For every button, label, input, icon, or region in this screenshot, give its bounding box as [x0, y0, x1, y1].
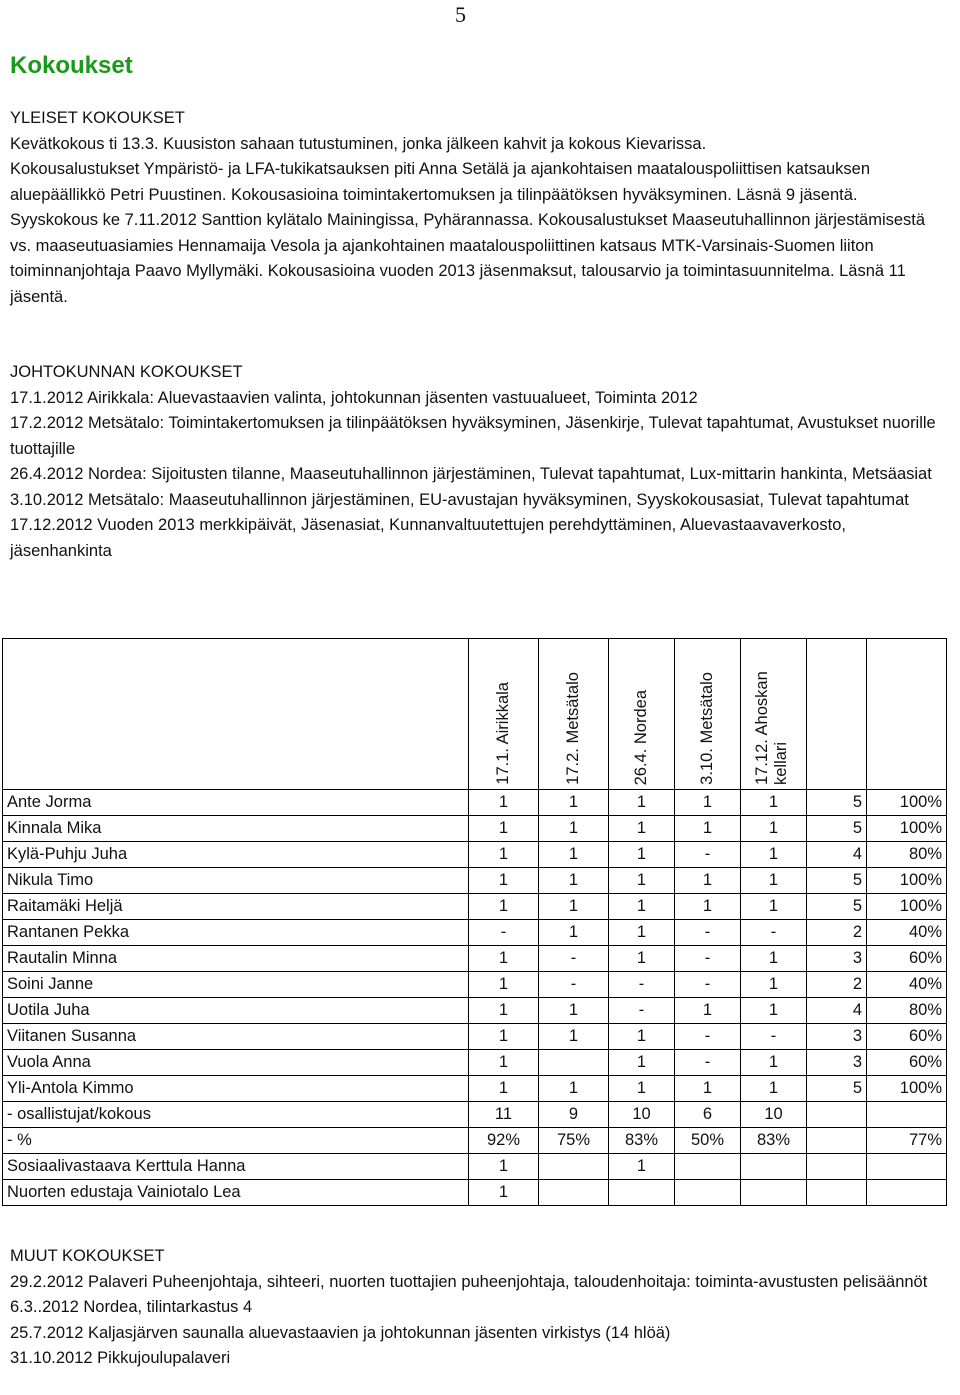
attendance-cell: 11 — [469, 1102, 539, 1128]
attendance-body — [3, 790, 947, 1206]
attendance-cell: 1 — [539, 790, 609, 816]
attendance-cell: 1 — [469, 1050, 539, 1076]
percent-cell: 40% — [867, 920, 947, 946]
attendance-cell: 83% — [609, 1128, 675, 1154]
attendance-cell: 1 — [741, 972, 807, 998]
attendance-header-row — [3, 639, 947, 790]
member-name-cell: Rautalin Minna — [3, 946, 469, 972]
attendance-cell — [741, 1180, 807, 1206]
member-name-cell: Ante Jorma — [3, 790, 469, 816]
percent-cell: 80% — [867, 842, 947, 868]
table-row — [3, 894, 947, 920]
section-title-board: JOHTOKUNNAN KOKOUKSET — [10, 363, 243, 381]
header-empty-cell — [807, 639, 867, 790]
total-cell: 5 — [807, 894, 867, 920]
attendance-cell: 1 — [539, 1076, 609, 1102]
attendance-cell: 1 — [675, 998, 741, 1024]
percent-cell: 100% — [867, 1076, 947, 1102]
attendance-cell: - — [469, 920, 539, 946]
attendance-cell: 10 — [609, 1102, 675, 1128]
spring-meeting-details: Kokousalustukset Ympäristö- ja LFA-tukikatsauksen piti Anna Setälä ja ajankohtaisen maatalouspoliittisen katsauksen aluepäällikkö Petri Puustinen. Kokousasioina toimintakertomuksen ja tilinpäätöksen hyväksyminen. Läsnä 9 jäsentä. — [10, 160, 871, 204]
percent-cell: 100% — [867, 894, 947, 920]
attendance-cell: 1 — [469, 972, 539, 998]
board-meeting-item: 17.2.2012 Metsätalo: Toimintakertomuksen ja tilinpäätöksen hyväksyminen, Jäsenkirje, Tulevat tapahtumat, Avustukset nuorille tuottajille — [10, 414, 936, 458]
attendance-cell: 1 — [469, 894, 539, 920]
attendance-cell: - — [539, 946, 609, 972]
column-header: 17.12. Ahoskan kellari — [741, 639, 807, 790]
attendance-cell: 1 — [469, 816, 539, 842]
attendance-cell — [609, 1180, 675, 1206]
board-meeting-item: 17.12.2012 Vuoden 2013 merkkipäivät, Jäsenasiat, Kunnanvaltuutettujen perehdyttäminen, Aluevastaavaverkosto, jäsenhankinta — [10, 516, 846, 560]
percent-cell: 100% — [867, 816, 947, 842]
attendance-cell: 1 — [539, 868, 609, 894]
attendance-cell: 1 — [675, 790, 741, 816]
table-row — [3, 1180, 947, 1206]
attendance-cell: 1 — [539, 816, 609, 842]
total-cell — [807, 1102, 867, 1128]
attendance-cell — [675, 1180, 741, 1206]
member-name-cell: - % — [3, 1128, 469, 1154]
attendance-cell: 1 — [609, 946, 675, 972]
table-row — [3, 972, 947, 998]
attendance-cell: 50% — [675, 1128, 741, 1154]
other-meeting-item: 29.2.2012 Palaveri Puheenjohtaja, sihteeri, nuorten tuottajien puheenjohtaja, taloudenhoitaja: toiminta-avustusten pelisäännöt — [10, 1272, 928, 1291]
attendance-cell: 1 — [609, 1076, 675, 1102]
table-row — [3, 1050, 947, 1076]
page-title: Kokoukset — [10, 52, 133, 79]
attendance-cell: 1 — [469, 998, 539, 1024]
section-title-other: MUUT KOKOUKSET — [10, 1247, 165, 1265]
attendance-cell: 1 — [675, 1076, 741, 1102]
other-meeting-item: 31.10.2012 Pikkujoulupalaveri — [10, 1349, 231, 1367]
attendance-cell: 1 — [741, 1050, 807, 1076]
attendance-cell: 10 — [741, 1102, 807, 1128]
attendance-cell: 1 — [675, 868, 741, 894]
other-meetings-section — [10, 1244, 950, 1372]
attendance-cell: 1 — [469, 790, 539, 816]
attendance-cell: 1 — [609, 816, 675, 842]
attendance-cell: 1 — [609, 790, 675, 816]
table-row — [3, 868, 947, 894]
total-cell: 5 — [807, 790, 867, 816]
attendance-cell: 1 — [469, 1154, 539, 1180]
attendance-cell: - — [609, 972, 675, 998]
attendance-cell: - — [675, 842, 741, 868]
attendance-cell: 1 — [609, 920, 675, 946]
attendance-cell: 1 — [741, 868, 807, 894]
member-name-cell: Sosiaalivastaava Kerttula Hanna — [3, 1154, 469, 1180]
board-meeting-item: 3.10.2012 Metsätalo: Maaseutuhallinnon järjestäminen, EU-avustajan hyväksyminen, Syyskokousasiat, Tulevat tapahtumat — [10, 490, 909, 509]
attendance-cell: 1 — [469, 1024, 539, 1050]
percent-cell: 60% — [867, 1024, 947, 1050]
total-cell: 3 — [807, 946, 867, 972]
attendance-cell — [539, 1050, 609, 1076]
table-row — [3, 946, 947, 972]
attendance-cell: 1 — [539, 920, 609, 946]
attendance-cell: 1 — [469, 1180, 539, 1206]
percent-cell: 100% — [867, 868, 947, 894]
attendance-cell: - — [675, 1024, 741, 1050]
total-cell: 3 — [807, 1024, 867, 1050]
section-title-general: YLEISET KOKOUKSET — [10, 109, 185, 127]
attendance-cell: 1 — [539, 1024, 609, 1050]
percent-cell — [867, 1154, 947, 1180]
attendance-cell: 1 — [741, 946, 807, 972]
percent-cell: 100% — [867, 790, 947, 816]
attendance-table — [2, 638, 947, 1206]
spring-meeting-paragraph: Kevätkokous ti 13.3. Kuusiston sahaan tutustuminen, jonka jälkeen kahvit ja kokous Kievarissa. — [10, 134, 707, 153]
attendance-cell: 1 — [539, 842, 609, 868]
attendance-cell — [539, 1154, 609, 1180]
attendance-cell: - — [609, 998, 675, 1024]
member-name-cell: Raitamäki Heljä — [3, 894, 469, 920]
percent-cell: 60% — [867, 946, 947, 972]
other-meeting-item: 6.3..2012 Nordea, tilintarkastus 4 — [10, 1298, 253, 1316]
attendance-cell: 1 — [609, 842, 675, 868]
table-row — [3, 1102, 947, 1128]
attendance-cell: 1 — [609, 868, 675, 894]
column-header: 17.1. Airikkala — [469, 639, 539, 790]
member-name-cell: Nikula Timo — [3, 868, 469, 894]
page-number: 5 — [455, 2, 466, 27]
attendance-cell: 1 — [609, 1050, 675, 1076]
attendance-cell: 1 — [741, 790, 807, 816]
attendance-cell: 1 — [539, 894, 609, 920]
general-meetings-section — [10, 106, 950, 310]
attendance-cell: 1 — [539, 998, 609, 1024]
attendance-cell: 1 — [741, 998, 807, 1024]
table-row — [3, 1154, 947, 1180]
table-row — [3, 1024, 947, 1050]
member-name-cell: Soini Janne — [3, 972, 469, 998]
member-name-cell: Rantanen Pekka — [3, 920, 469, 946]
member-name-cell: - osallistujat/kokous — [3, 1102, 469, 1128]
column-header: 26.4. Nordea — [609, 639, 675, 790]
total-cell: 5 — [807, 816, 867, 842]
column-header: 3.10. Metsätalo — [675, 639, 741, 790]
attendance-cell: 1 — [609, 894, 675, 920]
attendance-cell: 83% — [741, 1128, 807, 1154]
attendance-cell: 1 — [675, 816, 741, 842]
table-row — [3, 842, 947, 868]
table-row — [3, 1076, 947, 1102]
attendance-cell: 1 — [469, 842, 539, 868]
percent-cell: 40% — [867, 972, 947, 998]
total-cell: 5 — [807, 868, 867, 894]
member-name-cell: Vuola Anna — [3, 1050, 469, 1076]
attendance-cell — [741, 1154, 807, 1180]
attendance-cell: - — [675, 920, 741, 946]
member-name-cell: Yli-Antola Kimmo — [3, 1076, 469, 1102]
total-cell: 3 — [807, 1050, 867, 1076]
percent-cell: 80% — [867, 998, 947, 1024]
table-row — [3, 790, 947, 816]
attendance-cell: 1 — [469, 946, 539, 972]
total-cell — [807, 1180, 867, 1206]
percent-cell: 77% — [867, 1128, 947, 1154]
attendance-cell — [539, 1180, 609, 1206]
attendance-cell: 1 — [609, 1154, 675, 1180]
attendance-cell: 1 — [469, 1076, 539, 1102]
attendance-cell — [675, 1154, 741, 1180]
other-meeting-item: 25.7.2012 Kaljasjärven saunalla aluevastaavien ja johtokunnan jäsenten virkistys (14 hlöä) — [10, 1323, 671, 1342]
attendance-cell: - — [741, 1024, 807, 1050]
board-meeting-item: 26.4.2012 Nordea: Sijoitusten tilanne, Maaseutuhallinnon järjestäminen, Tulevat tapahtumat, Lux-mittarin hankinta, Metsäasiat — [10, 465, 932, 483]
board-meetings-section — [10, 360, 950, 564]
member-name-cell: Kinnala Mika — [3, 816, 469, 842]
member-name-cell: Viitanen Susanna — [3, 1024, 469, 1050]
header-empty-cell — [867, 639, 947, 790]
member-name-cell: Kylä-Puhju Juha — [3, 842, 469, 868]
total-cell: 5 — [807, 1076, 867, 1102]
autumn-meeting-paragraph: Syyskokous ke 7.11.2012 Santtion kylätalo Mainingissa, Pyhärannassa. Kokousalustukset Maaseutuhallinnon järjestämisestä vs. maaseutuasiamies Hennamaija Vesola ja ajankohtainen maatalouspoliittinen katsaus MTK-Varsinais-Suomen liiton toiminnanjohtaja Paavo Myllymäki. Kokousasioina vuoden 2013 jäsenmaksut, talousarvio ja toimintasuunnitelma. Läsnä 11 jäsentä. — [10, 211, 926, 306]
attendance-cell: - — [675, 946, 741, 972]
table-row — [3, 998, 947, 1024]
attendance-cell: 75% — [539, 1128, 609, 1154]
table-row — [3, 816, 947, 842]
total-cell — [807, 1128, 867, 1154]
attendance-cell: 1 — [741, 816, 807, 842]
attendance-cell: 9 — [539, 1102, 609, 1128]
percent-cell — [867, 1180, 947, 1206]
attendance-cell: - — [675, 1050, 741, 1076]
total-cell: 2 — [807, 920, 867, 946]
attendance-cell: 1 — [469, 868, 539, 894]
member-name-cell: Uotila Juha — [3, 998, 469, 1024]
column-header: 17.2. Metsätalo — [539, 639, 609, 790]
attendance-cell: - — [675, 972, 741, 998]
header-empty-cell — [3, 639, 469, 790]
total-cell: 4 — [807, 998, 867, 1024]
board-meeting-item: 17.1.2012 Airikkala: Aluevastaavien valinta, johtokunnan jäsenten vastuualueet, Toiminta 2012 — [10, 388, 698, 407]
table-row — [3, 920, 947, 946]
attendance-cell: 1 — [741, 894, 807, 920]
member-name-cell: Nuorten edustaja Vainiotalo Lea — [3, 1180, 469, 1206]
attendance-cell: 1 — [741, 1076, 807, 1102]
percent-cell — [867, 1102, 947, 1128]
attendance-cell: 1 — [675, 894, 741, 920]
table-row — [3, 1128, 947, 1154]
percent-cell: 60% — [867, 1050, 947, 1076]
total-cell: 2 — [807, 972, 867, 998]
total-cell: 4 — [807, 842, 867, 868]
attendance-cell: - — [741, 920, 807, 946]
attendance-cell: 1 — [741, 842, 807, 868]
attendance-cell: - — [539, 972, 609, 998]
total-cell — [807, 1154, 867, 1180]
attendance-cell: 1 — [609, 1024, 675, 1050]
attendance-cell: 92% — [469, 1128, 539, 1154]
attendance-cell: 6 — [675, 1102, 741, 1128]
